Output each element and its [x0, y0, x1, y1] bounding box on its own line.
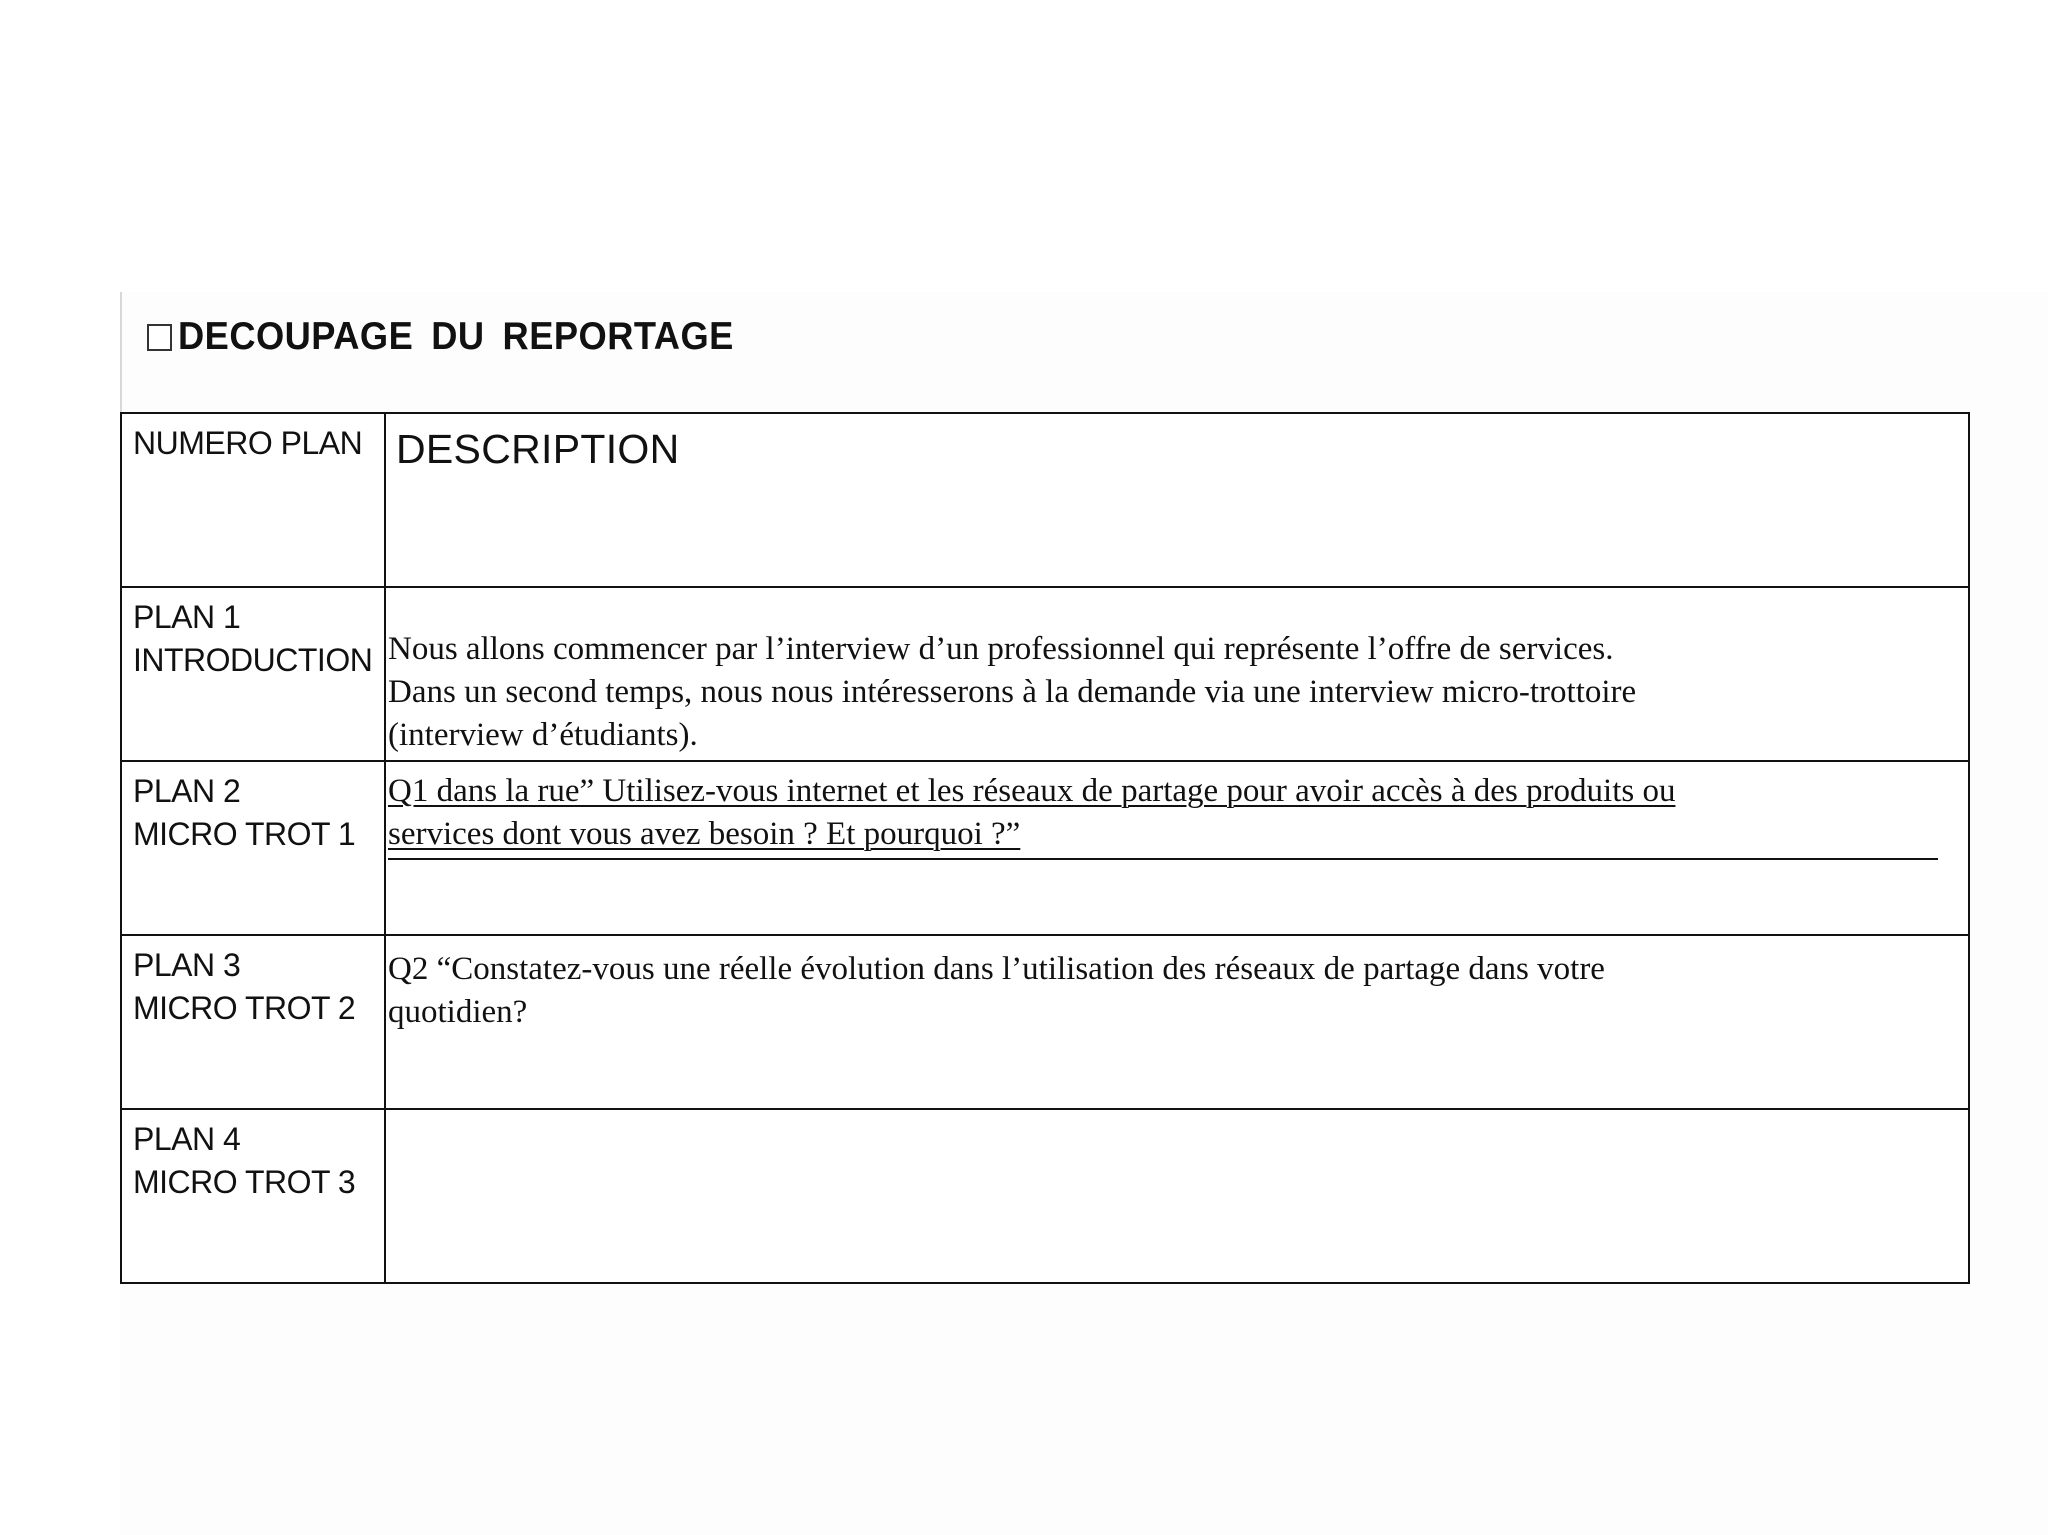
section-title: DECOUPAGE DU REPORTAGE	[178, 315, 734, 358]
header-plan-label: NUMERO PLAN	[133, 425, 363, 461]
description-line: quotidien?	[388, 994, 528, 1030]
table-row	[121, 1109, 1969, 1283]
description-line: Q1 dans la rue” Utilisez-vous internet et les réseaux de partage pour avoir accès à des produits ou	[388, 773, 1676, 809]
column-header-description	[385, 413, 1969, 587]
plan-number-cell	[121, 761, 385, 935]
plan-description-cell	[385, 761, 1969, 935]
plan-number-cell	[121, 587, 385, 761]
description-line: Dans un second temps, nous nous intéresserons à la demande via une interview micro-trottoire	[388, 674, 1637, 710]
table-row	[121, 587, 1969, 761]
plan-label: MICRO TROT 1	[133, 816, 356, 852]
plan-description-cell	[385, 935, 1969, 1109]
description-line: (interview d’étudiants).	[388, 717, 698, 753]
table-header-row	[121, 413, 1969, 587]
plan-number: PLAN 2	[133, 773, 241, 809]
section-heading	[147, 310, 776, 364]
plan-label: MICRO TROT 2	[133, 990, 356, 1026]
description-line: Nous allons commencer par l’interview d’un professionnel qui représente l’offre de services.	[388, 631, 1614, 667]
column-header-plan	[121, 413, 385, 587]
description-line: Q2 “Constatez-vous une réelle évolution dans l’utilisation des réseaux de partage dans votre	[388, 951, 1605, 987]
plan-description-cell	[385, 1109, 1969, 1283]
plan-label: MICRO TROT 3	[133, 1164, 356, 1200]
plan-number: PLAN 1	[133, 599, 241, 635]
shot-breakdown-table	[120, 412, 1970, 1284]
plan-number-cell	[121, 935, 385, 1109]
description-line: services dont vous avez besoin ? Et pourquoi ?”	[388, 816, 1021, 852]
plan-label: INTRODUCTION	[133, 642, 373, 678]
plan-number-cell	[121, 1109, 385, 1283]
table-row	[121, 761, 1969, 935]
underline-rule	[388, 858, 1938, 860]
plan-number: PLAN 3	[133, 947, 241, 983]
table-row	[121, 935, 1969, 1109]
plan-number: PLAN 4	[133, 1121, 241, 1157]
margin-rule	[120, 292, 122, 412]
checkbox-icon	[147, 324, 172, 351]
plan-description-cell	[385, 587, 1969, 761]
header-description-label: DESCRIPTION	[396, 426, 680, 472]
